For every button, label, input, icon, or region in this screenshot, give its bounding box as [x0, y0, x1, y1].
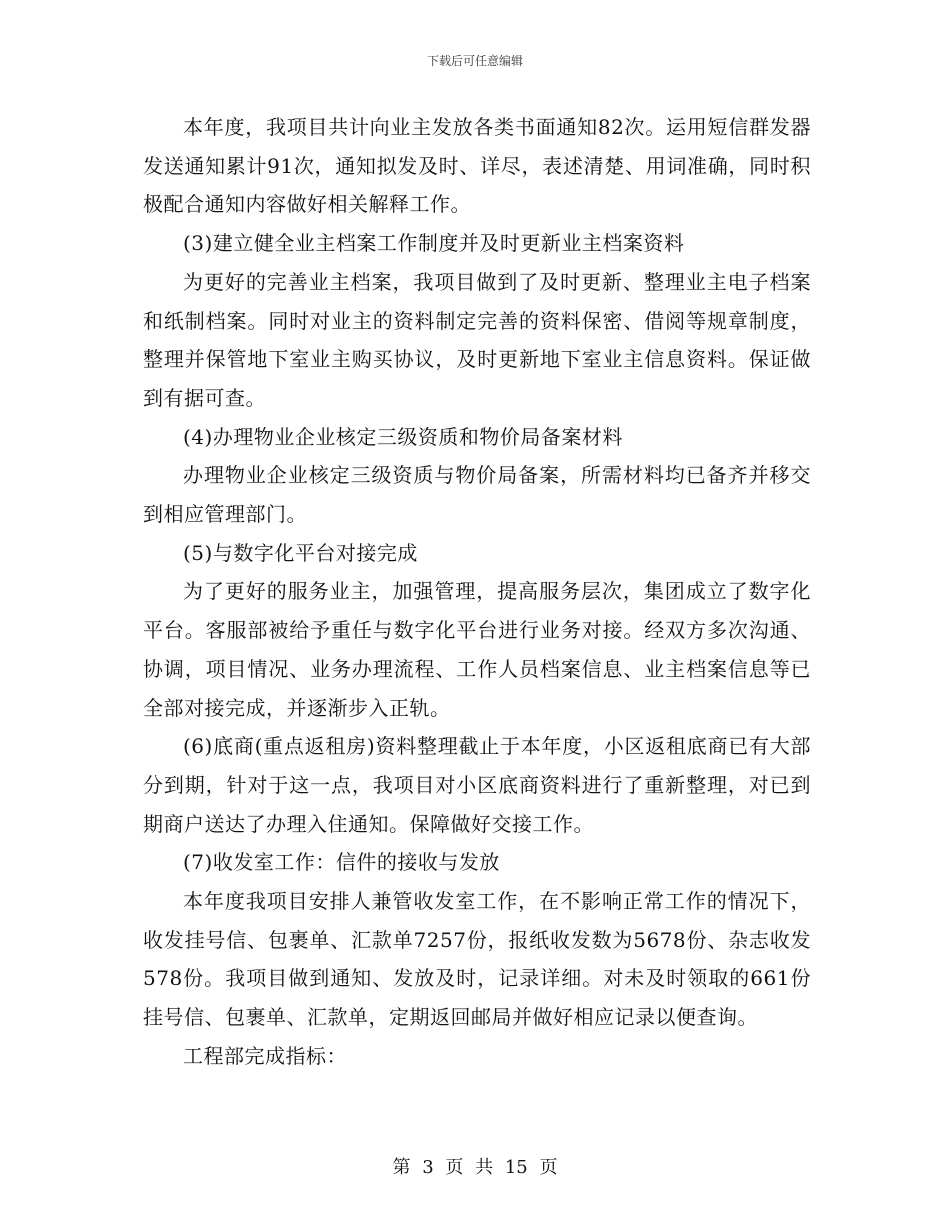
- document-body: [143, 108, 811, 1076]
- page-footer: 第 3 页 共 15 页: [392, 1157, 558, 1178]
- paragraph-digital-platform: 为了更好的服务业主，加强管理，提高服务层次，集团成立了数字化平台。客服部被给予重任与数字化平台进行业务对接。经双方多次沟通、协调，项目情况、业务办理流程、工作人员档案信息、业主档案信息等已全部对接完成，并逐渐步入正轨。: [143, 579, 811, 720]
- paragraph-shop-leases: (6)底商(重点返租房)资料整理截止于本年度，小区返租底商已有大部分到期，针对于这一点，我项目对小区底商资料进行了重新整理，对已到期商户送达了办理入住通知。保障做好交接工作。: [143, 734, 811, 836]
- page-header: 下载后可任意编辑: [426, 54, 523, 68]
- heading-owner-archives: (3)建立健全业主档案工作制度并及时更新业主档案资料: [183, 231, 685, 256]
- heading-mailroom: (7)收发室工作：信件的接收与发放: [183, 850, 500, 875]
- paragraph-notice-stats: 本年度，我项目共计向业主发放各类书面通知82次。运用短信群发器发送通知累计91次，通知拟发及时、详尽，表述清楚、用词准确，同时积极配合通知内容做好相关解释工作。: [143, 115, 811, 217]
- heading-qualification: (4)办理物业企业核定三级资质和物价局备案材料: [183, 424, 623, 449]
- heading-digital-platform: (5)与数字化平台对接完成: [183, 540, 418, 565]
- paragraph-qualification: 办理物业企业核定三级资质与物价局备案，所需材料均已备齐并移交到相应管理部门。: [143, 463, 811, 527]
- paragraph-owner-archives: 为更好的完善业主档案，我项目做到了及时更新、整理业主电子档案和纸制档案。同时对业主的资料制定完善的资料保密、借阅等规章制度，整理并保管地下室业主购买协议，及时更新地下室业主信息资料。保证做到有据可查。: [143, 269, 811, 410]
- heading-engineering: 工程部完成指标：: [183, 1043, 347, 1068]
- paragraph-mailroom: 本年度我项目安排人兼管收发室工作，在不影响正常工作的情况下，收发挂号信、包裹单、汇款单7257份，报纸收发数为5678份、杂志收发578份。我项目做到通知、发放及时，记录详细。对未及时领取的661份挂号信、包裹单、汇款单，定期返回邮局并做好相应记录以便查询。: [143, 889, 811, 1030]
